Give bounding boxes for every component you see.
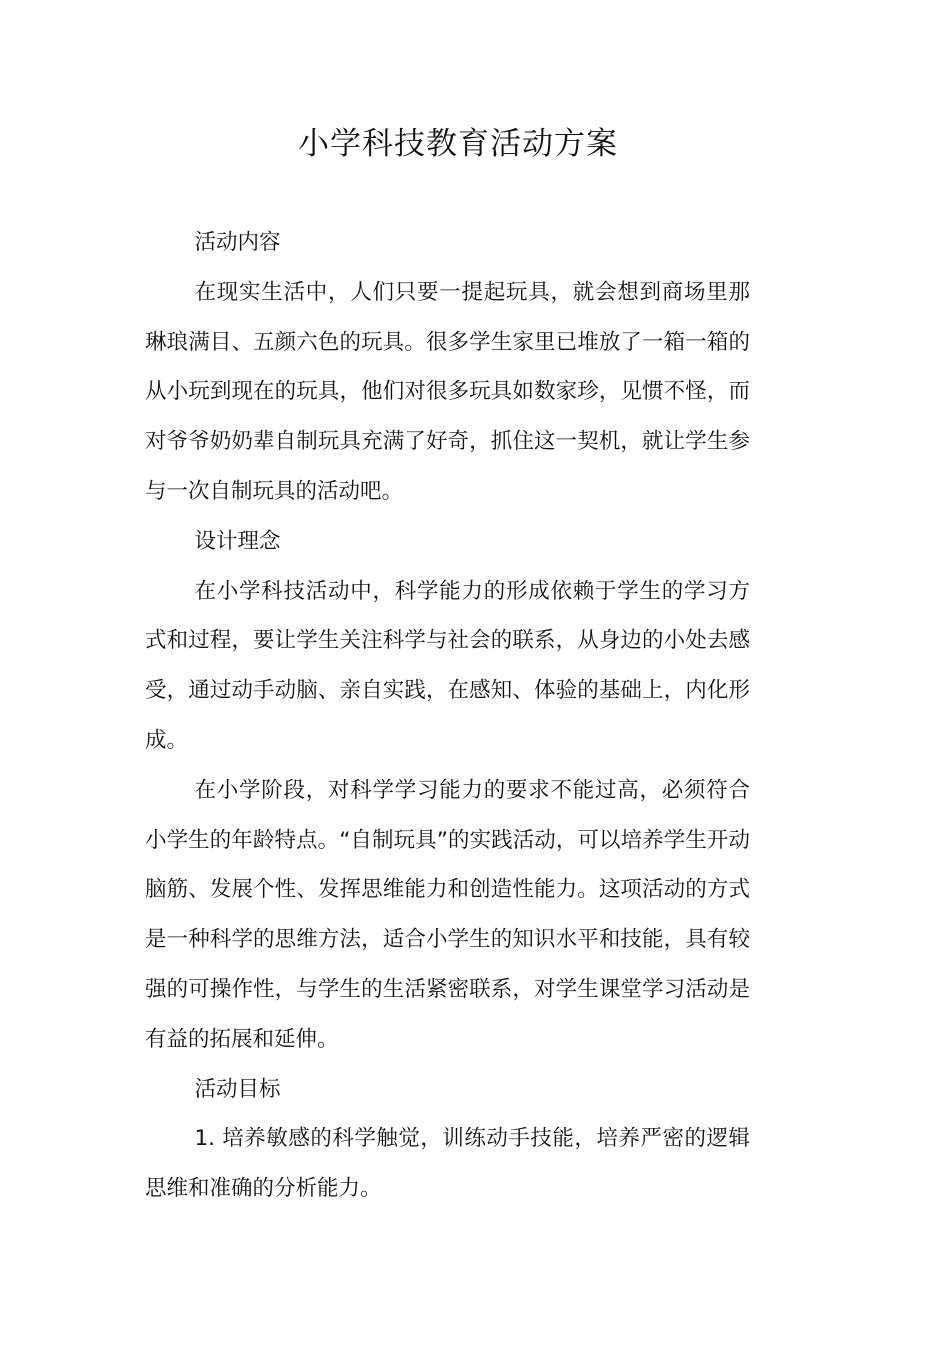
paragraph-design-concept-1: 在小学科技活动中，科学能力的形成依赖于学生的学习方式和过程，要让学生关注科学与社会的联系，从身边的小处去感受，通过动手动脑、亲自实践，在感知、体验的基础上，内化形成。: [145, 578, 750, 753]
paragraph-activity-goal-1: 1. 培养敏感的科学触觉，训练动手技能，培养严密的逻辑思维和准确的分析能力。: [145, 1126, 750, 1202]
section-heading-activity-goals: 活动目标: [194, 1076, 281, 1102]
paragraph-activity-content: 在现实生活中，人们只要一提起玩具，就会想到商场里那琳琅满目、五颜六色的玩具。很多学生家里已堆放了一箱一箱的从小玩到现在的玩具，他们对很多玩具如数家珍，见惯不怪，而对爷爷奶奶辈自制玩具充满了好奇，抓住这一契机，就让学生参与一次自制玩具的活动吧。: [145, 279, 750, 504]
section-heading-design-concept: 设计理念: [194, 528, 281, 554]
section-heading-activity-content: 活动内容: [194, 230, 281, 255]
document-body: [145, 218, 750, 1214]
document-title: 小学科技教育活动方案: [298, 126, 618, 162]
paragraph-design-concept-2: 在小学阶段，对科学学习能力的要求不能过高，必须符合小学生的年龄特点。“自制玩具”的实践活动，可以培养学生开动脑筋、发展个性、发挥思维能力和创造性能力。这项活动的方式是一种科学的思维方法，适合小学生的知识水平和技能，具有较强的可操作性，与学生的生活紧密联系，对学生课堂学习活动是有益的拓展和延伸。: [145, 777, 750, 1052]
